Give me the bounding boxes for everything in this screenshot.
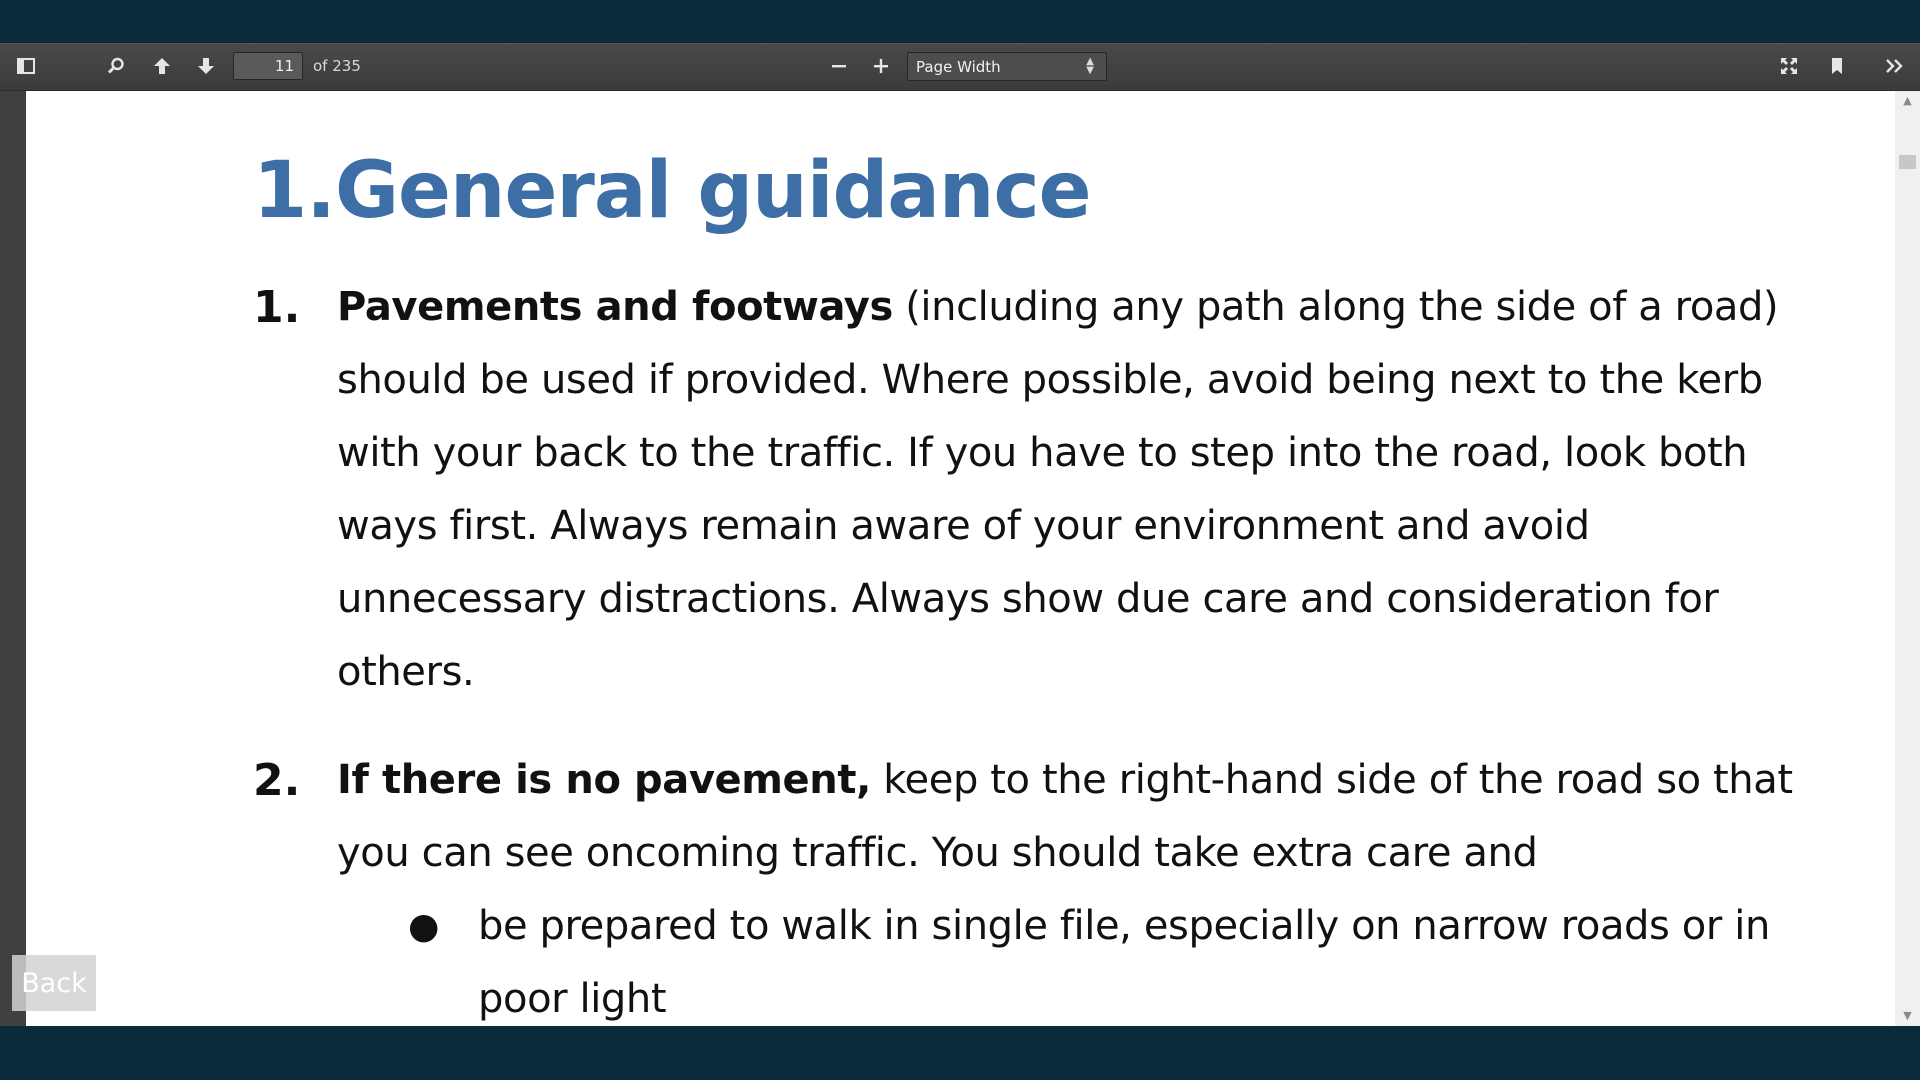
bullet-icon: ● [408, 906, 440, 947]
vertical-scrollbar[interactable] [1895, 91, 1920, 1026]
list-item-number: 1. [253, 282, 301, 333]
select-arrows-icon: ▲ ▼ [1086, 56, 1094, 76]
section-heading [253, 146, 1091, 236]
bookmark-icon [1827, 56, 1847, 76]
scroll-up-arrow-icon[interactable]: ▲ [1903, 94, 1912, 107]
heading-text: General guidance [335, 146, 1091, 236]
previous-page-button[interactable] [147, 52, 177, 80]
zoom-out-icon [829, 56, 849, 76]
presentation-mode-button[interactable] [1774, 52, 1804, 80]
zoom-select[interactable] [907, 52, 1107, 81]
bookmark-button[interactable] [1822, 52, 1852, 80]
zoom-in-button[interactable] [866, 52, 896, 80]
sidebar-toggle-button[interactable] [11, 52, 41, 80]
page-count-label: of 235 [313, 57, 361, 75]
list-item-body: (including any path along the side of a road) should be used if provided. Where possible, avoid being next to the kerb with your back to the traffic. If you have to step into the road, look both ways first. Always remain aware of your environment and avoid unnecessary distractions. Always show due care and consideration for others. [337, 284, 1779, 695]
arrow-up-icon [152, 56, 172, 76]
top-frame-bar [0, 0, 1920, 43]
heading-number: 1. [253, 146, 335, 236]
bullet-text: be prepared to walk in single file, especially on narrow roads or in poor light [478, 903, 1770, 1022]
zoom-select-value: Page Width [916, 57, 1001, 76]
list-item-text [337, 271, 1807, 709]
list-item-body: keep to the right-hand side of the road so that you can see oncoming traffic. You should take extra care and [337, 757, 1793, 876]
next-page-button[interactable] [191, 52, 221, 80]
search-button[interactable] [101, 52, 131, 80]
sidebar-toggle-icon [16, 56, 36, 76]
list-item-bold-lead: If there is no pavement, [337, 757, 871, 803]
fullscreen-icon [1779, 56, 1799, 76]
arrow-down-icon [196, 56, 216, 76]
search-icon [106, 56, 126, 76]
list-item-bold-lead: Pavements and footways [337, 284, 893, 330]
viewer-toolbar [0, 43, 1920, 91]
zoom-out-button[interactable] [824, 52, 854, 80]
tools-menu-button[interactable] [1880, 52, 1910, 80]
back-button[interactable]: Back [12, 955, 96, 1011]
pdf-viewer [0, 43, 1920, 1026]
bottom-frame-bar [0, 1026, 1920, 1080]
list-item-number: 2. [253, 755, 301, 806]
zoom-in-icon [871, 56, 891, 76]
pdf-page [26, 91, 1895, 1026]
scrollbar-thumb[interactable] [1899, 155, 1916, 169]
list-item-text [337, 744, 1807, 890]
scroll-down-arrow-icon[interactable]: ▼ [1903, 1009, 1912, 1022]
page-number-input[interactable] [233, 52, 303, 80]
double-chevron-right-icon [1885, 56, 1905, 76]
